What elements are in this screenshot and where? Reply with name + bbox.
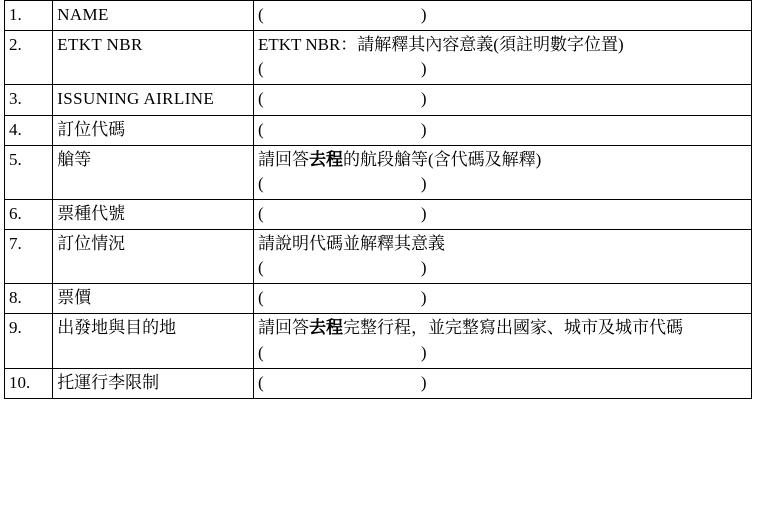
answer-blank: ( ) [257, 203, 427, 223]
table-row [5, 85, 752, 115]
row-label: ISSUNING AIRLINE [53, 85, 254, 115]
table-row [5, 31, 752, 85]
row-number: 4. [5, 115, 53, 145]
prompt-part: 完整行程，並完整寫出國家、城市及城市代碼 [342, 318, 683, 338]
row-number: 9. [5, 314, 53, 368]
table-row [5, 284, 752, 314]
row-number: 3. [5, 85, 53, 115]
row-number: 10. [5, 368, 53, 398]
answer-blank: ( ) [257, 59, 427, 79]
row-answer[interactable] [253, 145, 751, 199]
answer-blank: ( ) [257, 173, 427, 193]
row-answer[interactable] [253, 199, 751, 229]
form-table-body [5, 1, 752, 399]
table-row [5, 199, 752, 229]
answer-blank: ( ) [257, 89, 427, 109]
row-answer[interactable] [253, 85, 751, 115]
row-number: 7. [5, 230, 53, 284]
answer-prompt [258, 316, 747, 340]
row-answer[interactable] [253, 368, 751, 398]
table-row [5, 145, 752, 199]
row-label: 出發地與目的地 [53, 314, 254, 368]
row-label: 票價 [53, 284, 254, 314]
answer-prompt: ETKT NBR：請解釋其內容意義(須註明數字位置) [257, 35, 624, 55]
answer-blank: ( ) [257, 288, 427, 308]
table-row [5, 1, 752, 31]
row-number: 5. [5, 145, 53, 199]
table-row [5, 230, 752, 284]
row-number: 1. [5, 1, 53, 31]
answer-blank: ( ) [257, 342, 427, 362]
row-answer[interactable] [253, 115, 751, 145]
table-row [5, 314, 752, 368]
row-answer[interactable] [253, 284, 751, 314]
prompt-part-emphasis: 去程 [308, 149, 343, 169]
row-label: 訂位情況 [53, 230, 254, 284]
answer-blank: ( ) [257, 258, 427, 278]
row-answer[interactable] [253, 230, 751, 284]
row-label: 票種代號 [53, 199, 254, 229]
table-row [5, 115, 752, 145]
prompt-part: 的航段艙等(含代碼及解釋) [342, 149, 542, 169]
row-number: 6. [5, 199, 53, 229]
row-answer[interactable] [253, 1, 751, 31]
prompt-part: 請回答 [257, 318, 309, 338]
prompt-part-emphasis: 去程 [308, 318, 343, 338]
row-label: 托運行李限制 [53, 368, 254, 398]
row-number: 8. [5, 284, 53, 314]
answer-blank: ( ) [257, 372, 427, 392]
answer-blank: ( ) [257, 119, 427, 139]
row-label: 訂位代碼 [53, 115, 254, 145]
form-table [4, 0, 752, 399]
row-label: ETKT NBR [53, 31, 254, 85]
table-row [5, 368, 752, 398]
answer-prompt [258, 148, 747, 172]
answer-blank: ( ) [257, 5, 427, 24]
row-label: NAME [53, 1, 254, 31]
answer-prompt: 請說明代碼並解釋其意義 [257, 234, 445, 253]
row-label: 艙等 [53, 145, 254, 199]
row-number: 2. [5, 31, 53, 85]
row-answer[interactable] [253, 31, 751, 85]
row-answer[interactable] [253, 314, 751, 368]
prompt-part: 請回答 [257, 149, 309, 169]
